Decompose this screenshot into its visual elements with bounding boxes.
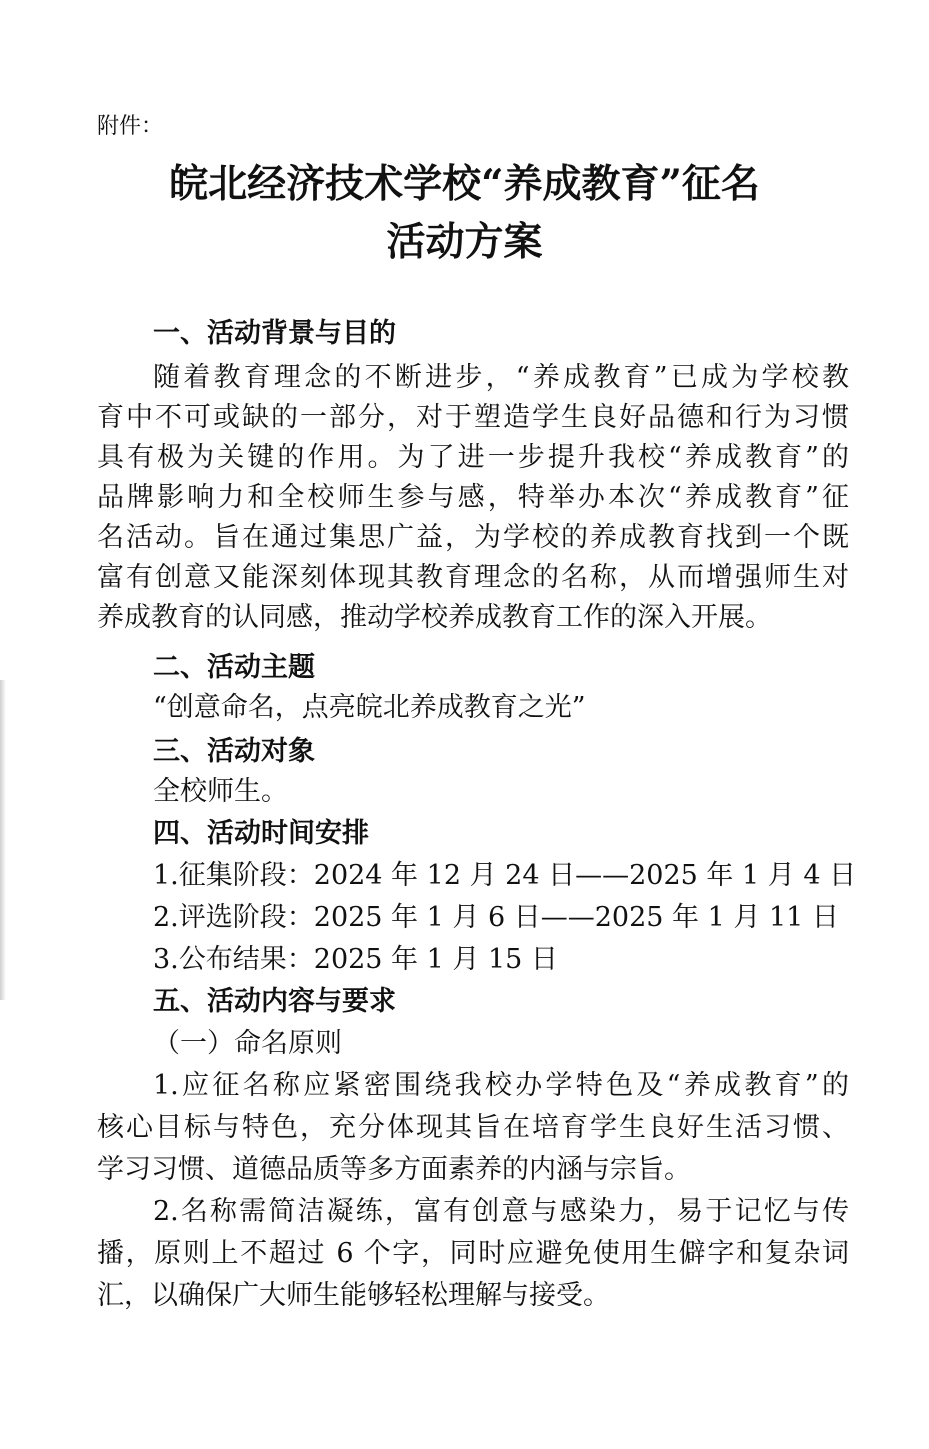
principle-2-line: 2.名称需简洁凝练，富有创意与感染力，易于记忆与传 xyxy=(153,1196,849,1227)
subsection-naming-principles: （一）命名原则 xyxy=(153,1028,342,1059)
scan-edge-shadow xyxy=(0,680,6,1000)
principle-1-line: 学习习惯、道德品质等多方面素养的内涵与宗旨。 xyxy=(97,1154,691,1185)
schedule-item-collection: 1.征集阶段：2024 年 12 月 24 日——2025 年 1 月 4 日 xyxy=(153,860,857,891)
activity-theme-text: “创意命名，点亮皖北养成教育之光” xyxy=(153,692,586,723)
activity-target-text: 全校师生。 xyxy=(153,776,288,807)
paragraph-line: 品牌影响力和全校师生参与感，特举办本次“养成教育”征 xyxy=(97,482,849,513)
principle-1-line: 1.应征名称应紧密围绕我校办学特色及“养成教育”的 xyxy=(153,1070,849,1101)
section-3-heading: 三、活动对象 xyxy=(153,736,315,767)
document-title-line-1: 皖北经济技术学校“养成教育”征名 xyxy=(169,161,760,207)
section-4-heading: 四、活动时间安排 xyxy=(153,818,369,849)
section-1-heading: 一、活动背景与目的 xyxy=(153,318,396,349)
document-title-line-2: 活动方案 xyxy=(386,219,543,265)
schedule-item-announcement: 3.公布结果：2025 年 1 月 15 日 xyxy=(153,944,558,975)
paragraph-line: 名活动。旨在通过集思广益，为学校的养成教育找到一个既 xyxy=(97,522,849,553)
section-2-heading: 二、活动主题 xyxy=(153,652,315,683)
schedule-item-selection: 2.评选阶段：2025 年 1 月 6 日——2025 年 1 月 11 日 xyxy=(153,902,839,933)
principle-2-line: 汇，以确保广大师生能够轻松理解与接受。 xyxy=(97,1280,610,1311)
section-5-heading: 五、活动内容与要求 xyxy=(153,986,396,1017)
attachment-label: 附件： xyxy=(97,114,164,139)
principle-1-line: 核心目标与特色，充分体现其旨在培育学生良好生活习惯、 xyxy=(97,1112,849,1143)
paragraph-line: 富有创意又能深刻体现其教育理念的名称，从而增强师生对 xyxy=(97,562,849,593)
paragraph-line: 育中不可或缺的一部分，对于塑造学生良好品德和行为习惯 xyxy=(97,402,849,433)
paragraph-line: 养成教育的认同感，推动学校养成教育工作的深入开展。 xyxy=(97,602,772,633)
principle-2-line: 播，原则上不超过 6 个字，同时应避免使用生僻字和复杂词 xyxy=(97,1238,849,1269)
paragraph-line: 随着教育理念的不断进步，“养成教育”已成为学校教 xyxy=(153,362,849,393)
paragraph-line: 具有极为关键的作用。为了进一步提升我校“养成教育”的 xyxy=(97,442,849,473)
